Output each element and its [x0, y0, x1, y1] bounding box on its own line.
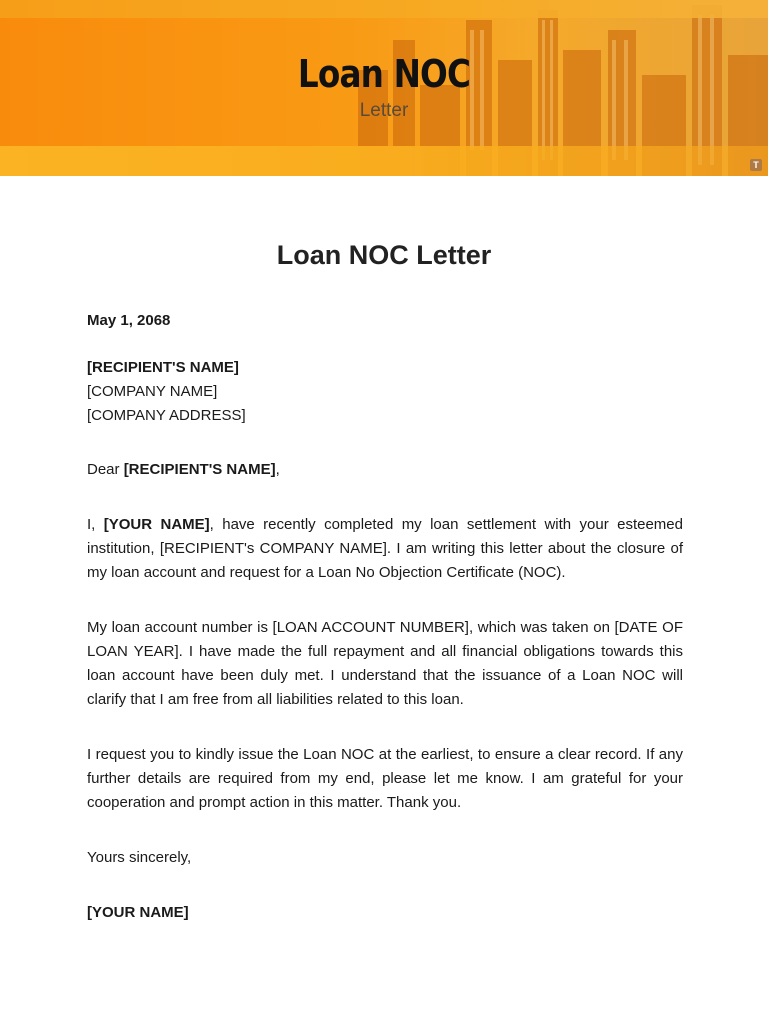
banner-bottom-strip — [0, 146, 768, 176]
paragraph-1-prefix: I, — [87, 516, 104, 533]
company-name: [COMPANY NAME] — [87, 383, 218, 400]
salutation-name: [RECIPIENT'S NAME] — [123, 461, 276, 478]
paragraph-3: I request you to kindly issue the Loan NOC at the earliest, to ensure a clear record. If any further details are required from my end, please let me know. I am grateful for your cooperation and prompt action in this matter. Thank you. — [87, 746, 683, 811]
banner-title: Loan NOC — [297, 52, 471, 96]
banner-top-strip — [0, 0, 768, 18]
salutation — [87, 458, 683, 482]
signature-name: [YOUR NAME] — [87, 904, 189, 921]
letter-body — [87, 309, 683, 925]
closing: Yours sincerely, — [87, 849, 192, 866]
paragraph-1 — [87, 513, 683, 585]
document-title: Loan NOC Letter — [276, 240, 492, 270]
salutation-suffix: , — [275, 461, 280, 478]
company-address: [COMPANY ADDRESS] — [87, 407, 246, 424]
template-logo-icon: T — [750, 159, 762, 171]
paragraph-1-name: [YOUR NAME] — [103, 516, 210, 533]
header-banner — [0, 0, 768, 176]
salutation-prefix: Dear — [87, 461, 124, 478]
letter-date: May 1, 2068 — [87, 312, 171, 329]
paragraph-2: My loan account number is [LOAN ACCOUNT NUMBER], which was taken on [DATE OF LOAN YEAR]. I have made the full repayment and all financial obligations towards this loan account have been duly met. I understand that the issuance of a Loan NOC will clarify that I am free from all liabilities related to this loan. — [87, 619, 683, 708]
recipient-address-block — [87, 356, 683, 428]
recipient-name: [RECIPIENT'S NAME] — [87, 359, 239, 376]
banner-subtitle: Letter — [359, 100, 409, 121]
paragraph-1-text: , have recently completed my loan settlement with your esteemed institution, [RECIPIENT's COMPANY NAME]. I am writing this letter about the closure of my loan account and request for a Loan No Objection Certificate (NOC). — [87, 516, 683, 581]
